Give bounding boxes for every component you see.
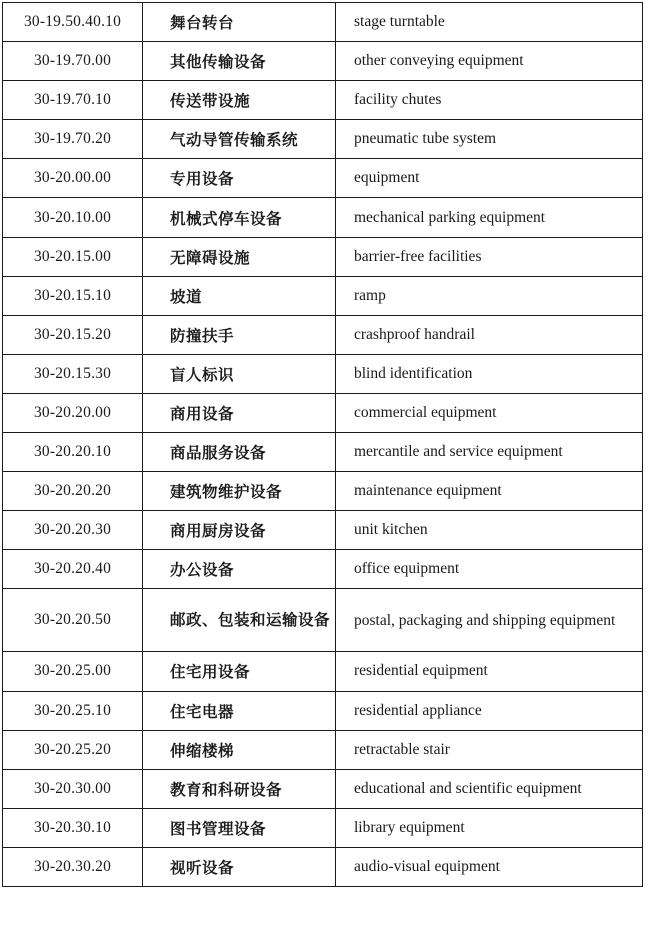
term-english: other conveying equipment bbox=[336, 42, 643, 81]
term-code: 30-19.70.10 bbox=[3, 81, 143, 120]
term-english: equipment bbox=[336, 159, 643, 198]
table-row bbox=[3, 120, 643, 159]
table-row bbox=[3, 472, 643, 511]
term-code: 30-20.20.30 bbox=[3, 511, 143, 550]
term-chinese: 盲人标识 bbox=[143, 354, 336, 393]
term-english: audio-visual equipment bbox=[336, 847, 643, 886]
table-row bbox=[3, 847, 643, 886]
term-chinese: 商用厨房设备 bbox=[143, 511, 336, 550]
table-row bbox=[3, 159, 643, 198]
term-code: 30-20.25.20 bbox=[3, 730, 143, 769]
term-code: 30-20.20.20 bbox=[3, 472, 143, 511]
term-chinese: 商品服务设备 bbox=[143, 433, 336, 472]
table-row bbox=[3, 691, 643, 730]
term-english: mercantile and service equipment bbox=[336, 433, 643, 472]
table-row bbox=[3, 393, 643, 432]
term-chinese: 传送带设施 bbox=[143, 81, 336, 120]
term-code: 30-20.15.10 bbox=[3, 276, 143, 315]
term-table bbox=[2, 2, 643, 887]
term-english: facility chutes bbox=[336, 81, 643, 120]
table-row bbox=[3, 589, 643, 652]
term-code: 30-20.30.10 bbox=[3, 808, 143, 847]
term-code: 30-19.70.20 bbox=[3, 120, 143, 159]
term-code: 30-20.20.10 bbox=[3, 433, 143, 472]
term-code: 30-20.25.10 bbox=[3, 691, 143, 730]
term-code: 30-20.10.00 bbox=[3, 198, 143, 237]
term-code: 30-20.20.00 bbox=[3, 393, 143, 432]
term-code: 30-20.15.20 bbox=[3, 315, 143, 354]
table-row bbox=[3, 433, 643, 472]
term-chinese: 防撞扶手 bbox=[143, 315, 336, 354]
table-row bbox=[3, 730, 643, 769]
term-chinese: 办公设备 bbox=[143, 550, 336, 589]
term-english: office equipment bbox=[336, 550, 643, 589]
table-row bbox=[3, 237, 643, 276]
term-chinese: 坡道 bbox=[143, 276, 336, 315]
table-row bbox=[3, 198, 643, 237]
table-row bbox=[3, 42, 643, 81]
term-chinese: 机械式停车设备 bbox=[143, 198, 336, 237]
table-row bbox=[3, 315, 643, 354]
table-row bbox=[3, 808, 643, 847]
term-english: pneumatic tube system bbox=[336, 120, 643, 159]
term-english: library equipment bbox=[336, 808, 643, 847]
term-chinese: 住宅电器 bbox=[143, 691, 336, 730]
term-english: postal, packaging and shipping equipment bbox=[336, 589, 643, 652]
table-row bbox=[3, 3, 643, 42]
term-english: stage turntable bbox=[336, 3, 643, 42]
term-chinese: 视听设备 bbox=[143, 847, 336, 886]
term-english: barrier-free facilities bbox=[336, 237, 643, 276]
table-row bbox=[3, 769, 643, 808]
term-code: 30-20.15.30 bbox=[3, 354, 143, 393]
term-english: maintenance equipment bbox=[336, 472, 643, 511]
term-code: 30-19.70.00 bbox=[3, 42, 143, 81]
term-chinese: 商用设备 bbox=[143, 393, 336, 432]
table-row bbox=[3, 354, 643, 393]
term-english: crashproof handrail bbox=[336, 315, 643, 354]
term-code: 30-20.15.00 bbox=[3, 237, 143, 276]
term-chinese: 气动导管传输系统 bbox=[143, 120, 336, 159]
term-code: 30-20.20.40 bbox=[3, 550, 143, 589]
term-english: residential equipment bbox=[336, 652, 643, 691]
table-row bbox=[3, 550, 643, 589]
term-code: 30-20.30.00 bbox=[3, 769, 143, 808]
term-english: ramp bbox=[336, 276, 643, 315]
term-code: 30-20.20.50 bbox=[3, 589, 143, 652]
term-english: unit kitchen bbox=[336, 511, 643, 550]
term-chinese: 无障碍设施 bbox=[143, 237, 336, 276]
term-code: 30-20.00.00 bbox=[3, 159, 143, 198]
term-chinese: 建筑物维护设备 bbox=[143, 472, 336, 511]
term-code: 30-20.30.20 bbox=[3, 847, 143, 886]
term-chinese: 住宅用设备 bbox=[143, 652, 336, 691]
term-chinese: 舞台转台 bbox=[143, 3, 336, 42]
term-chinese: 伸缩楼梯 bbox=[143, 730, 336, 769]
term-english: commercial equipment bbox=[336, 393, 643, 432]
table-row bbox=[3, 81, 643, 120]
term-english: blind identification bbox=[336, 354, 643, 393]
term-code: 30-19.50.40.10 bbox=[3, 3, 143, 42]
term-chinese: 专用设备 bbox=[143, 159, 336, 198]
term-chinese: 其他传输设备 bbox=[143, 42, 336, 81]
term-english: mechanical parking equipment bbox=[336, 198, 643, 237]
term-english: retractable stair bbox=[336, 730, 643, 769]
table-row bbox=[3, 511, 643, 550]
term-english: educational and scientific equipment bbox=[336, 769, 643, 808]
term-english: residential appliance bbox=[336, 691, 643, 730]
term-table-body bbox=[3, 3, 643, 887]
term-code: 30-20.25.00 bbox=[3, 652, 143, 691]
table-row bbox=[3, 276, 643, 315]
term-chinese bbox=[143, 589, 336, 652]
term-chinese: 教育和科研设备 bbox=[143, 769, 336, 808]
table-row bbox=[3, 652, 643, 691]
term-chinese: 图书管理设备 bbox=[143, 808, 336, 847]
term-chinese-text: 邮政、包装和运输设备 bbox=[170, 610, 331, 629]
